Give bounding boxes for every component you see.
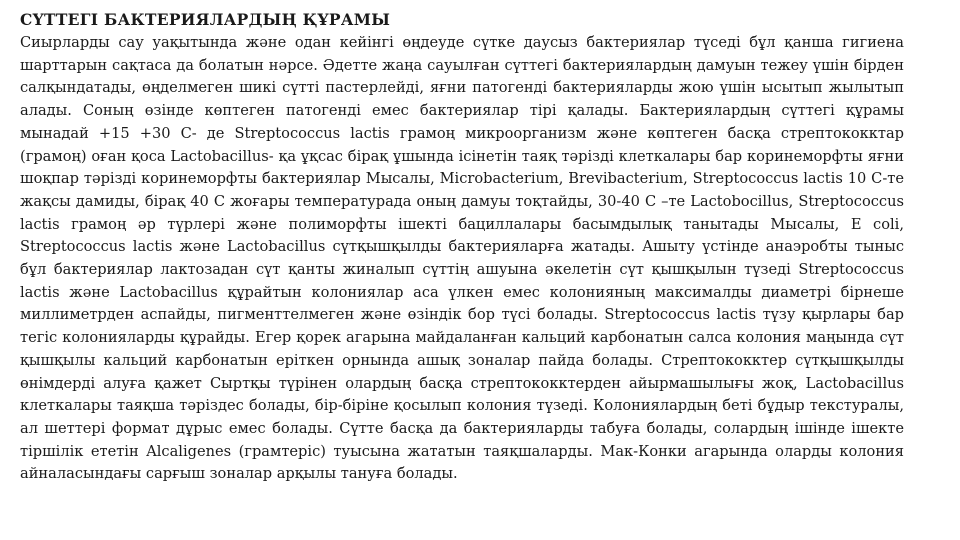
slide-content bbox=[20, 8, 904, 486]
page-title: СҮТТЕГІ БАКТЕРИЯЛАРДЫҢ ҚҰРАМЫ bbox=[20, 10, 391, 29]
body-paragraph: Сиырларды сау уақытында және одан кейінгі өңдеуде сүтке даусыз бактериялар түседі бұл қанша гигиена шарттарын сақтаса да болатын нәрсе. Әдетте жаңа сауылған сүттегі бактериялардың дамуын тежеу үшін бірден салқындатады, өңделмеген шикі сүтті пастерлейді, яғни патогенді бактерияларды жою үшін ысытып жылытып алады. Соның өзінде көптеген патогенді емес бактериялар тірі қалады. Бактериялардың сүттегі құрамы мынадай +15 +30 С- де Streptococcus lactis грамоң микроорганизм және көптеген басқа стрептококктар (грамоң) оған қоса Lactobacillus- қа ұқсас бірақ ұшында ісінетін таяқ тәрізді клеткалары бар коринеморфты яғни шоқпар тәрізді коринеморфты бактериялар Мысалы, Microbacterium, Brevibacterium, Streptococcus lactis 10 С-те жақсы дамиды, бірақ 40 С жоғары температурада оның дамуы тоқтайды, 30-40 С –те Lactobocillus, Streptococcus lactis грамоң әр түрлері және полиморфты ішекті бациллалары басымдылық танытады Мысалы, E coli, Streptococcus lactis және Lactobacillus сүтқышқылды бактерияларға жатады. Ашыту үстінде анаэробты тыныс бұл бактериялар лактозадан сүт қанты жиналып сүттің ашуына әкелетін сүт қышқылын түзеді Streptococcus lactis және Lactobacillus құрайтын колониялар аса үлкен емес колонияның максималды диаметрі бірнеше миллиметрден аспайды, пигменттелмеген және өзіндік бор түсі болады. Streptococcus lactis түзу қырлары бар тегіс колонияларды құрайды. Егер қорек агарына майдаланған кальций карбонатын салса колония маңында сүт қышқылы кальций карбонатын еріткен орнында ашық зоналар пайда болады. Стрептококктер сүтқышқылды өнімдерді алуға қажет Сыртқы түрінен олардың басқа стрептококктерден айырмашылығы жоқ, Lactobacillus клеткалары таяқша тәріздес болады, бір-біріне қосылып колония түзеді. Колониялардың беті бұдыр текстуралы, ал шеттері формат дұрыс емес болады. Сүтте басқа да бактерияларды табуға болады, солардың ішінде ішекте тіршілік ететін Alcaligenes (грамтеріс) туысына жататын таяқшаларды. Мак-Конки агарында оларды колония айналасындағы сарғыш зоналар арқылы тануға болады. bbox=[20, 34, 904, 483]
